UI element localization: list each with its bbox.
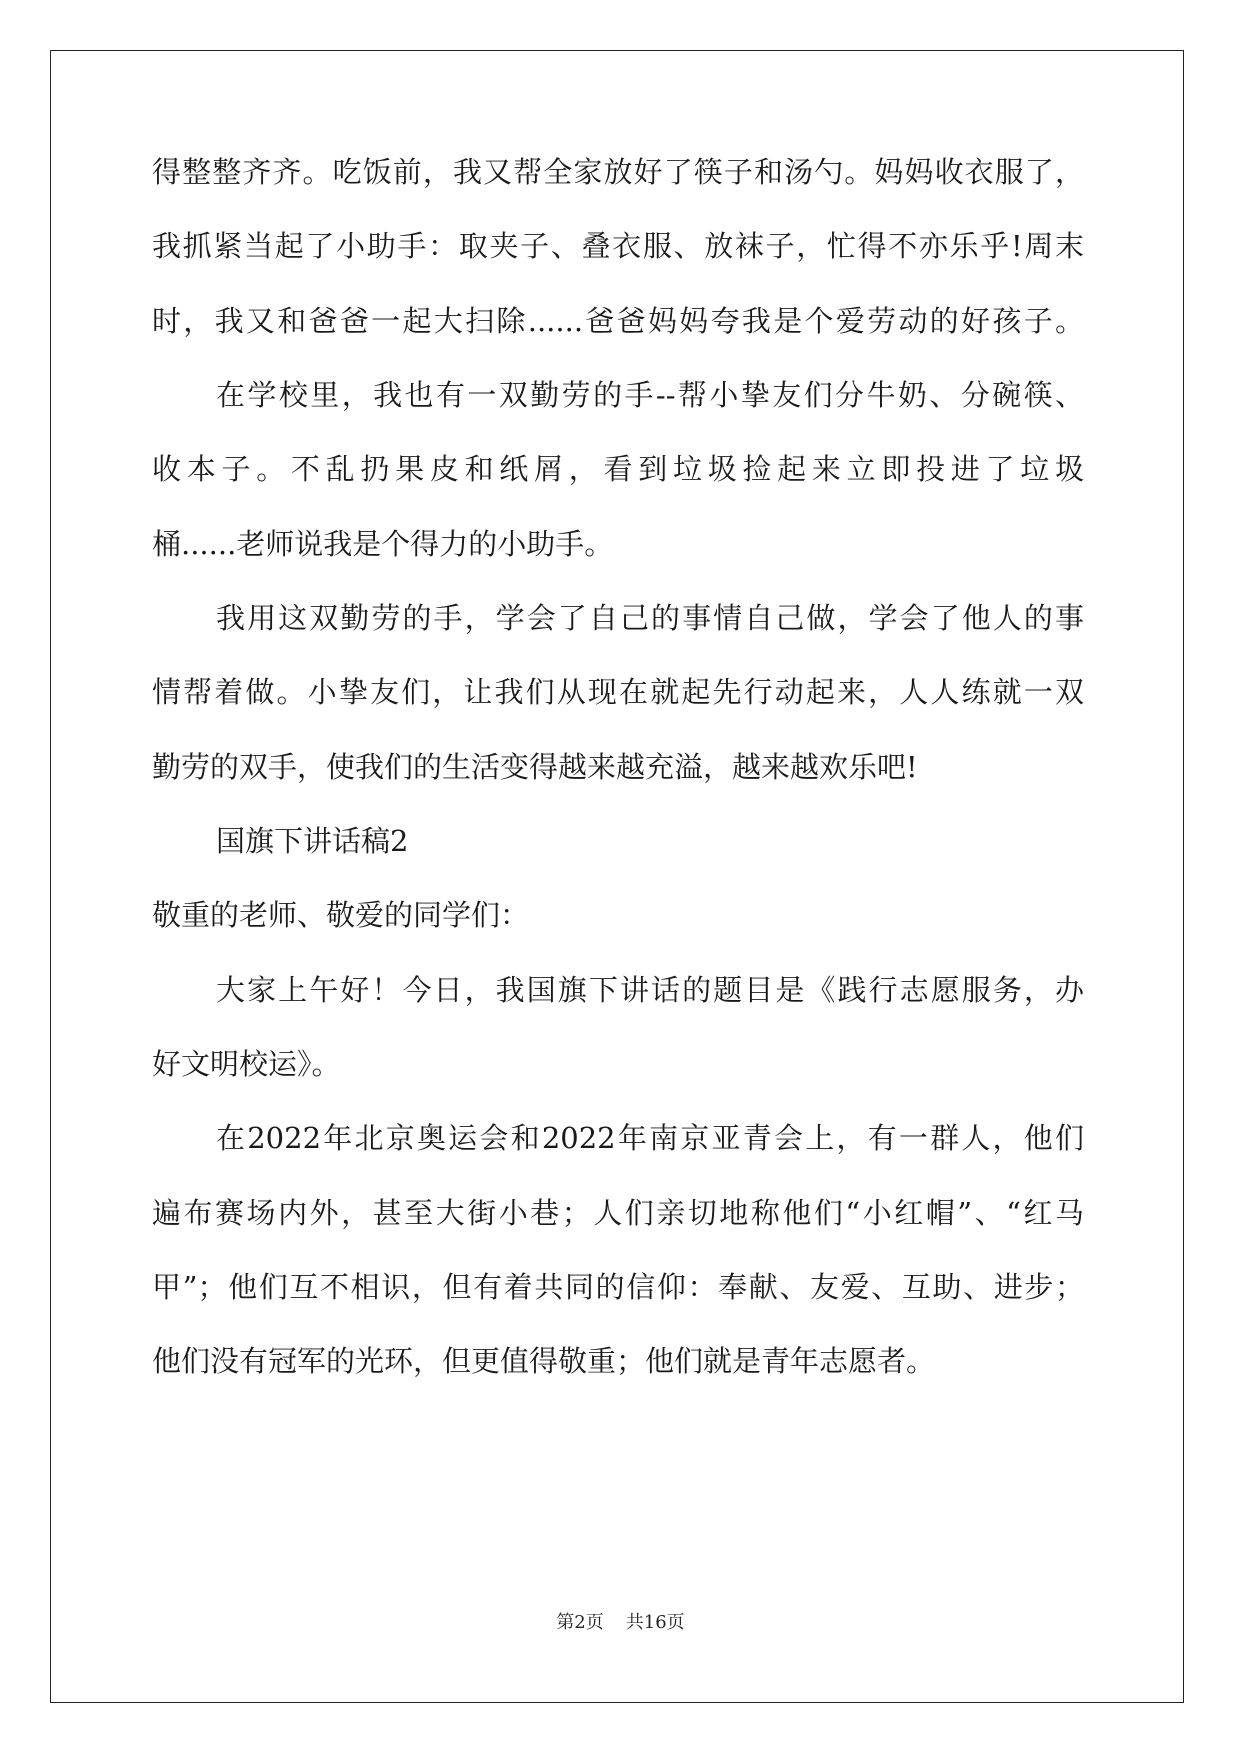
page-number: 第2页 (556, 1612, 604, 1633)
text-line: 收本子。不乱扔果皮和纸屑，看到垃圾捡起来立即投进了垃圾 (152, 452, 1084, 486)
section-heading: 国旗下讲话稿2 (216, 824, 409, 858)
text-line: 大家上午好！今日，我国旗下讲话的题目是《践行志愿服务，办 (216, 973, 1084, 1007)
text-line: 我用这双勤劳的手，学会了自己的事情自己做，学会了他人的事 (216, 601, 1084, 635)
text-line: 情帮着做。小挚友们，让我们从现在就起先行动起来，人人练就一双 (152, 675, 1084, 709)
text-line: 好文明校运》。 (152, 1047, 341, 1081)
text-line: 在2022年北京奥运会和2022年南京亚青会上，有一群人，他们 (216, 1121, 1084, 1155)
text-line: 桶......老师说我是个得力的小助手。 (152, 527, 614, 561)
text-line: 他们没有冠军的光环，但更值得敬重；他们就是青年志愿者。 (152, 1344, 936, 1378)
page-total: 共16页 (625, 1612, 685, 1633)
text-line: 勤劳的双手，使我们的生活变得越来越充溢，越来越欢乐吧! (152, 750, 918, 784)
text-line: 甲”；他们互不相识，但有着共同的信仰：奉献、友爱、互助、进步； (152, 1270, 1084, 1304)
page-border (50, 50, 1184, 1703)
salutation: 敬重的老师、敬爱的同学们： (152, 898, 530, 932)
page-footer (0, 1608, 1241, 1634)
text-line: 时，我又和爸爸一起大扫除......爸爸妈妈夸我是个爱劳动的好孩子。 (152, 304, 1084, 338)
text-line: 遍布赛场内外，甚至大街小巷；人们亲切地称他们“小红帽”、“红马 (152, 1196, 1084, 1230)
text-line: 得整整齐齐。吃饭前，我又帮全家放好了筷子和汤勺。妈妈收衣服了， (152, 155, 1084, 189)
text-line: 我抓紧当起了小助手：取夹子、叠衣服、放袜子，忙得不亦乐乎!周末 (152, 229, 1084, 263)
text-line: 在学校里，我也有一双勤劳的手--帮小挚友们分牛奶、分碗筷、 (216, 378, 1084, 412)
